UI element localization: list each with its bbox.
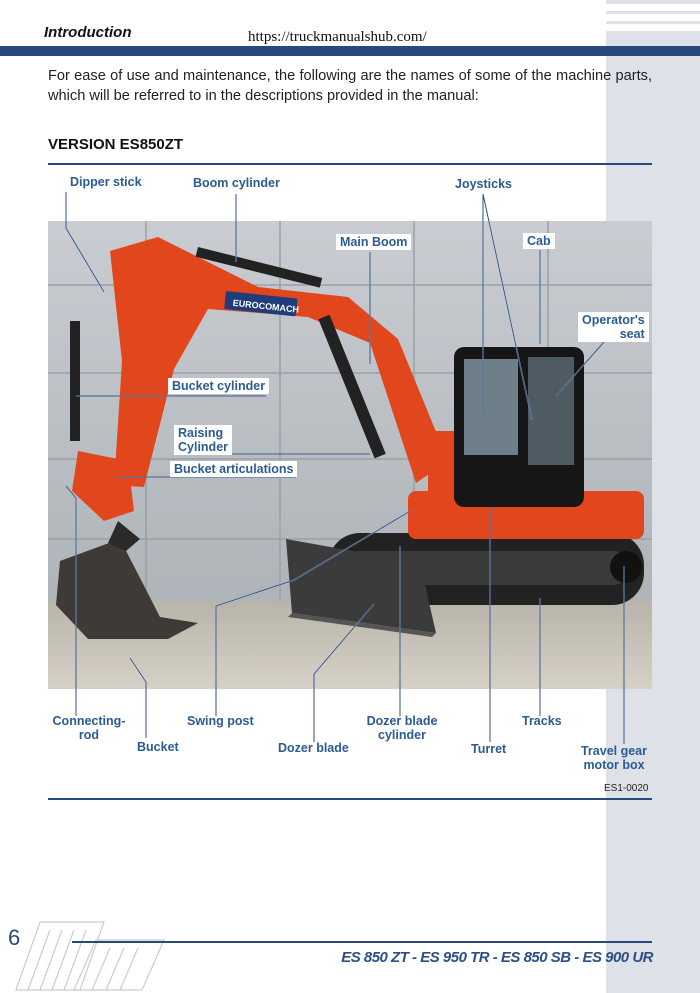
label-raising-cylinder-line1: Raising [178, 426, 224, 440]
footer-models: ES 850 ZT - ES 950 TR - ES 850 SB - ES 900 UR [341, 949, 653, 966]
section-title: Introduction [44, 24, 132, 41]
version-title: VERSION ES850ZT [48, 136, 184, 153]
label-connecting-rod-line2: rod [78, 728, 100, 742]
label-dozer-blade-cylinder-line1: Dozer blade [366, 714, 438, 728]
brand-plate-text: EUROCOMACH [232, 297, 300, 315]
label-travel-gear-line2: motor box [583, 758, 645, 772]
label-bucket: Bucket [137, 740, 179, 754]
label-main-boom: Main Boom [336, 234, 411, 250]
label-turret: Turret [471, 742, 507, 756]
label-bucket-articulations: Bucket articulations [170, 461, 297, 477]
page-number: 6 [8, 925, 21, 950]
label-tracks: Tracks [522, 714, 562, 728]
footer-rule [72, 941, 652, 943]
label-cab: Cab [523, 233, 555, 249]
label-swing-post: Swing post [187, 714, 254, 728]
label-dipper-stick: Dipper stick [70, 175, 142, 189]
label-connecting-rod-line1: Connecting- [52, 714, 126, 728]
label-dozer-blade: Dozer blade [278, 741, 349, 755]
label-bucket-cylinder: Bucket cylinder [168, 378, 269, 394]
label-operators-seat-line2: seat [619, 327, 645, 341]
label-raising-cylinder-line2: Cylinder [178, 440, 229, 454]
label-dozer-blade-cylinder-line2: cylinder [378, 728, 426, 742]
label-operators-seat-line1: Operator's [582, 313, 645, 327]
figure-reference: ES1-0020 [604, 783, 649, 794]
label-travel-gear-line1: Travel gear [580, 744, 647, 758]
header-url[interactable]: https://truckmanualshub.com/ [248, 29, 427, 45]
intro-paragraph: For ease of use and maintenance, the following are the names of some of the machine parts, which will be referred to in the descriptions provided in the manual: [48, 68, 652, 104]
label-joysticks: Joysticks [455, 177, 512, 191]
label-boom-cylinder: Boom cylinder [193, 176, 280, 190]
